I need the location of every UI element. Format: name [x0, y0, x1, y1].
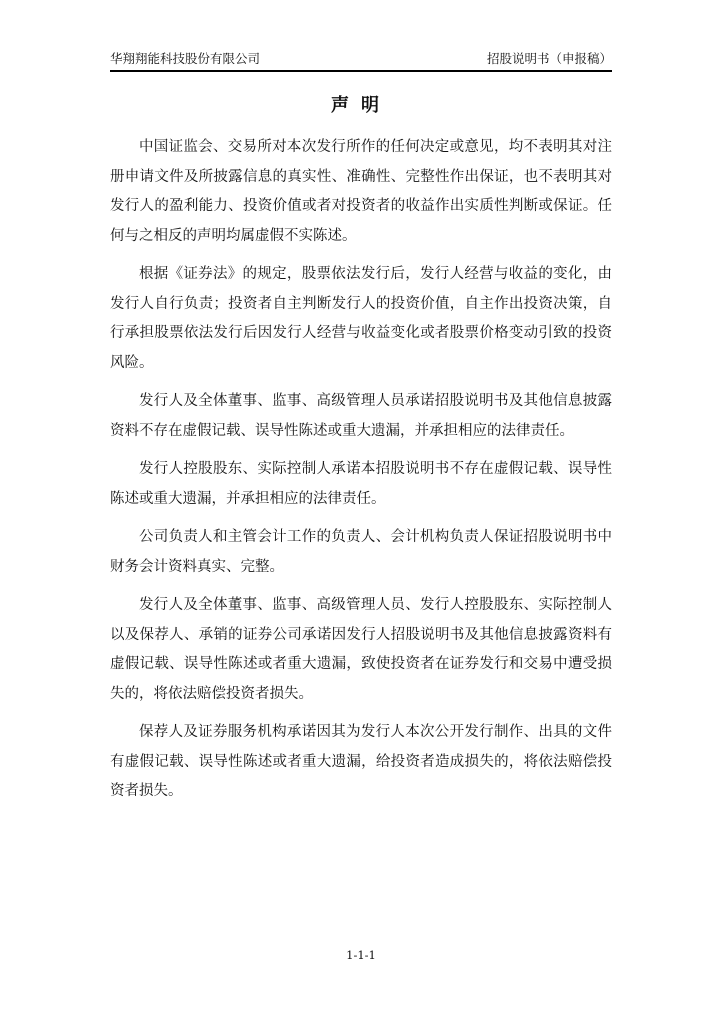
- paragraph-2: 根据《证券法》的规定，股票依法发行后，发行人经营与收益的变化，由发行人自行负责；投资者自主判断发行人的投资价值，自主作出投资决策，自行承担股票依法发行后因发行人经营与收益变化或者股票价格变动引致的投资风险。: [110, 266, 612, 371]
- page-title: 声明: [331, 95, 391, 116]
- paragraph-6: 发行人及全体董事、监事、高级管理人员、发行人控股股东、实际控制人以及保荐人、承销的证券公司承诺因发行人招股说明书及其他信息披露资料有虚假记载、误导性陈述或者重大遗漏，致使投资者在证券发行和交易中遭受损失的，将依法赔偿投资者损失。: [110, 597, 612, 702]
- paragraph-3: 发行人及全体董事、监事、高级管理人员承诺招股说明书及其他信息披露资料不存在虚假记载、误导性陈述或重大遗漏，并承担相应的法律责任。: [110, 393, 612, 439]
- declaration-body: [110, 133, 612, 816]
- header-company-name: 华翔翔能科技股份有限公司: [110, 51, 261, 66]
- page-number: 1-1-1: [346, 948, 376, 962]
- page-header: [110, 48, 612, 72]
- paragraph-4: 发行人控股股东、实际控制人承诺本招股说明书不存在虚假记载、误导性陈述或重大遗漏，并承担相应的法律责任。: [110, 461, 612, 507]
- header-document-type: 招股说明书（申报稿）: [486, 51, 612, 66]
- paragraph-1: 中国证监会、交易所对本次发行所作的任何决定或意见，均不表明其对注册申请文件及所披露信息的真实性、准确性、完整性作出保证，也不表明其对发行人的盈利能力、投资价值或者对投资者的收益作出实质性判断或保证。任何与之相反的声明均属虚假不实陈述。: [110, 139, 612, 244]
- paragraph-5: 公司负责人和主管会计工作的负责人、会计机构负责人保证招股说明书中财务会计资料真实、完整。: [110, 529, 612, 575]
- paragraph-7: 保荐人及证券服务机构承诺因其为发行人本次公开发行制作、出具的文件有虚假记载、误导性陈述或者重大遗漏，给投资者造成损失的，将依法赔偿投资者损失。: [110, 724, 612, 799]
